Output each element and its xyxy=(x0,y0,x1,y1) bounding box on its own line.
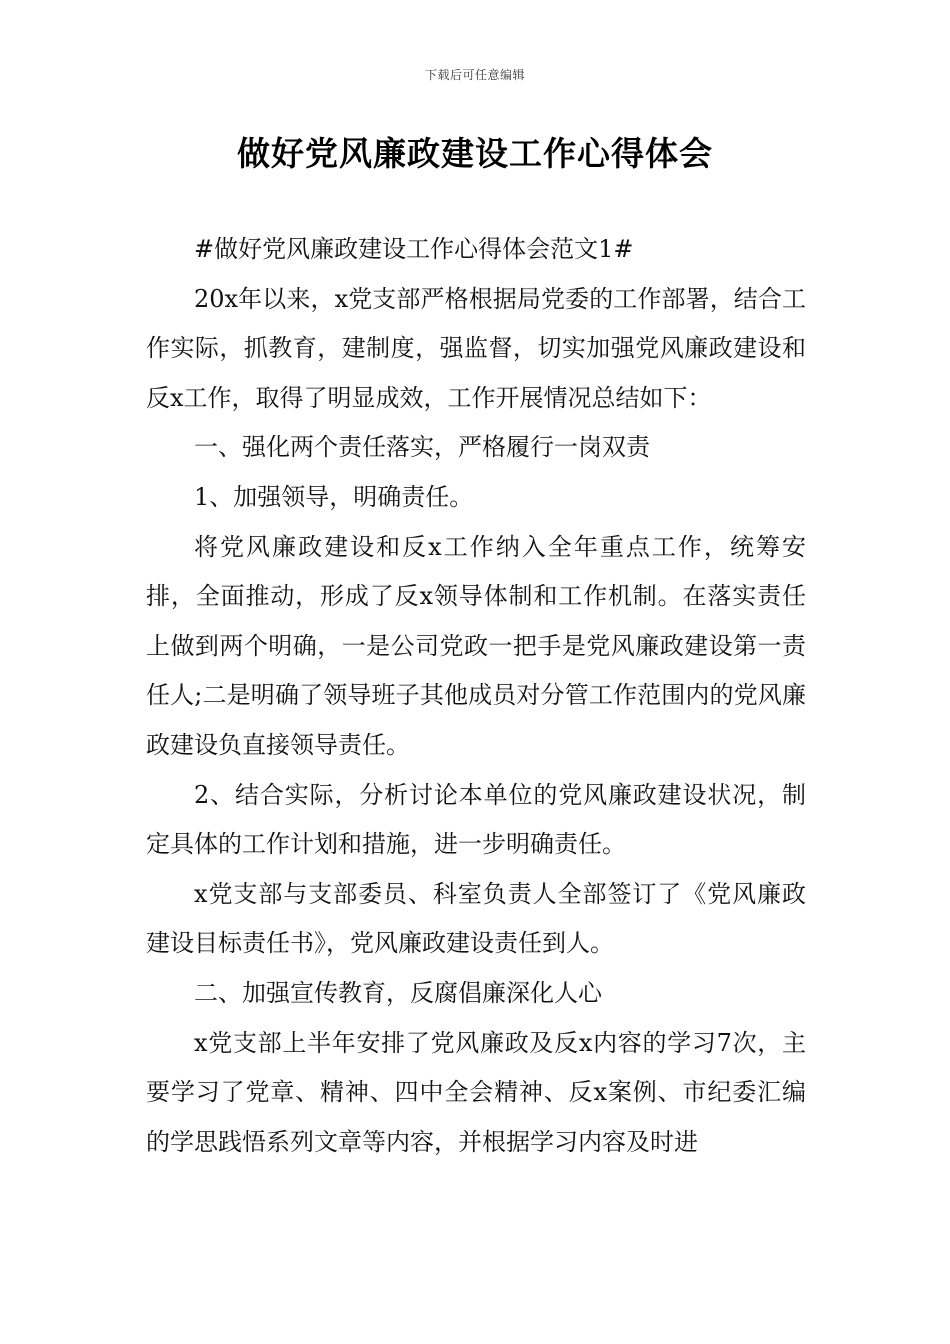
paragraph: x党支部上半年安排了党风廉政及反x内容的学习7次，主要学习了党章、精神、四中全会精神、反x案例、市纪委汇编的学思践悟系列文章等内容，并根据学习内容及时进 xyxy=(146,1028,806,1156)
paragraph-intro: 20x年以来，x党支部严格根据局党委的工作部署，结合工作实际，抓教育，建制度，强监督，切实加强党风廉政建设和反x工作，取得了明显成效，工作开展情况总结如下： xyxy=(146,284,806,412)
paragraph-subtitle: #做好党风廉政建设工作心得体会范文1# xyxy=(194,235,634,263)
document-body xyxy=(146,225,806,1167)
subsection-heading-2: 2、结合实际，分析讨论本单位的党风廉政建设状况，制定具体的工作计划和措施，进一步明确责任。 xyxy=(146,780,806,859)
paragraph: x党支部与支部委员、科室负责人全部签订了《党风廉政建设目标责任书》，党风廉政建设责任到人。 xyxy=(146,879,806,958)
paragraph: 将党风廉政建设和反x工作纳入全年重点工作，统筹安排，全面推动，形成了反x领导体制和工作机制。在落实责任上做到两个明确，一是公司党政一把手是党风廉政建设第一责任人;二是明确了领导班子其他成员对分管工作范围内的党风廉政建设负直接领导责任。 xyxy=(146,532,806,759)
section-heading-1: 一、强化两个责任落实，严格履行一岗双责 xyxy=(194,433,650,462)
section-heading-2: 二、加强宣传教育，反腐倡廉深化人心 xyxy=(194,978,602,1007)
document-title: 做好党风廉政建设工作心得体会 xyxy=(237,134,713,173)
header-note: 下载后可任意编辑 xyxy=(424,68,525,82)
subsection-heading-1: 1、加强领导，明确责任。 xyxy=(194,482,474,511)
